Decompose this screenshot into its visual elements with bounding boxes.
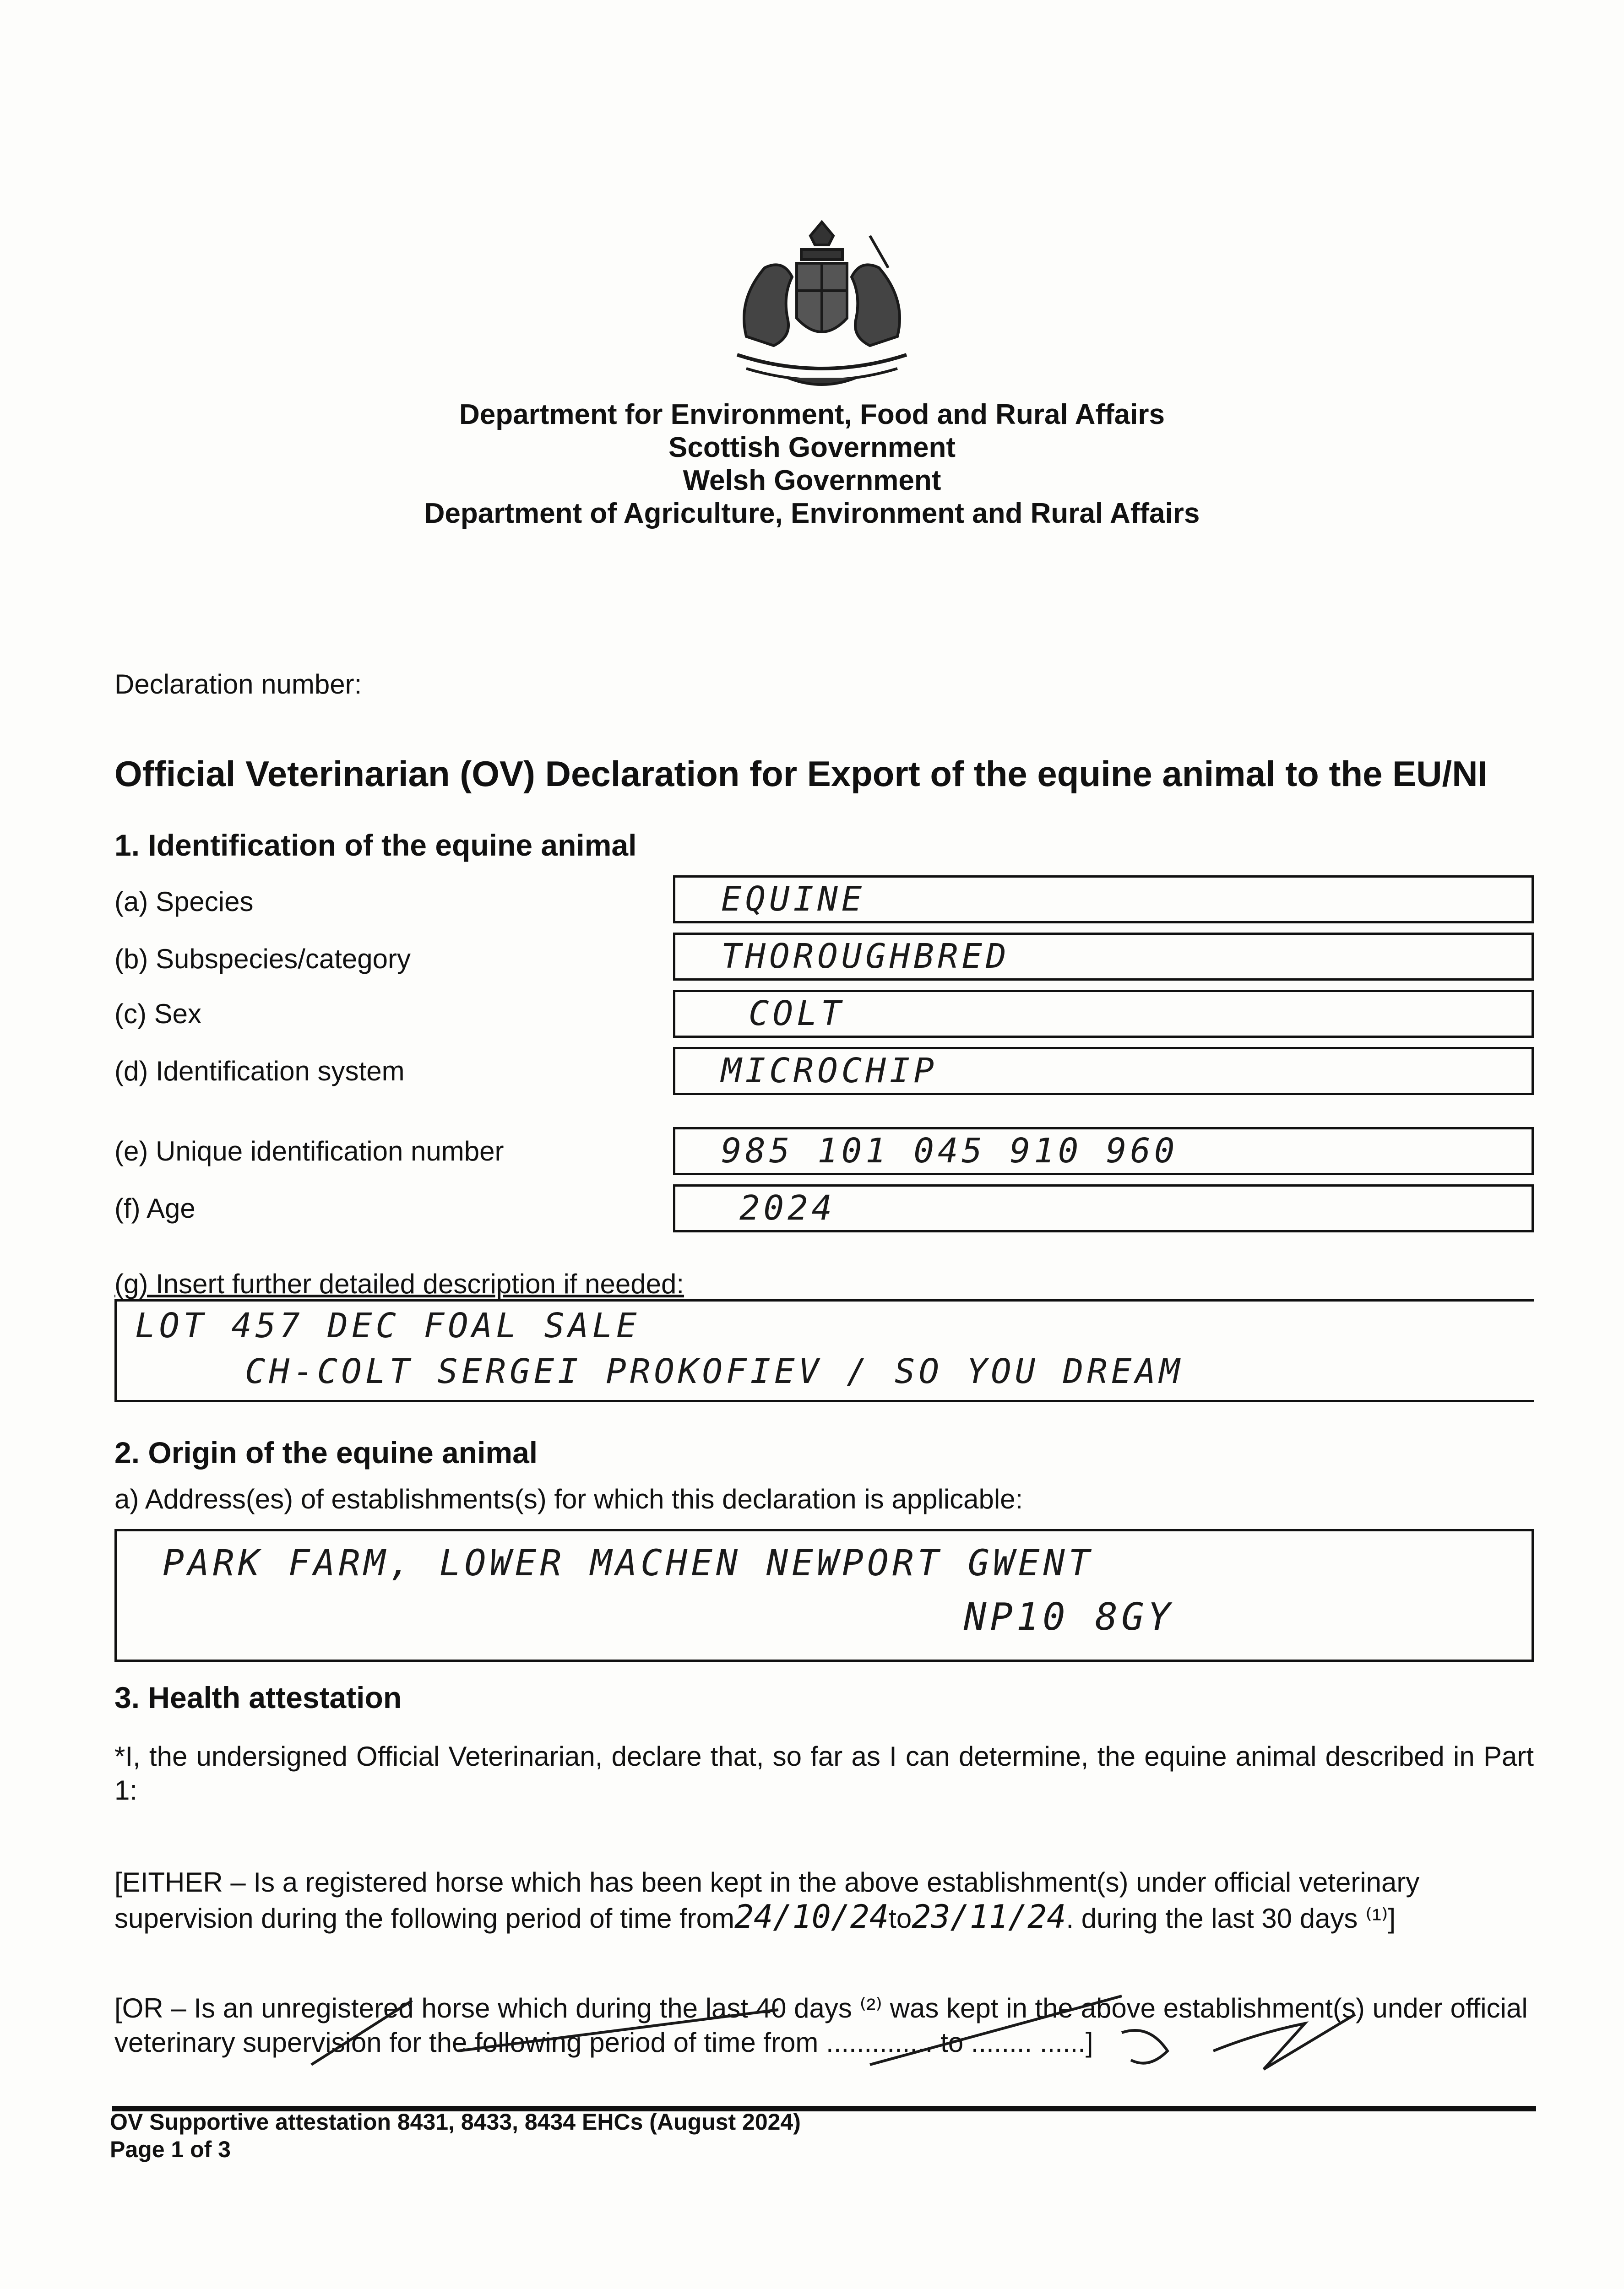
declaration-number-label: Declaration number: bbox=[114, 669, 362, 700]
subspecies-value: THOROUGHBRED bbox=[721, 937, 1010, 976]
section1-heading: 1. Identification of the equine animal bbox=[114, 828, 637, 862]
department-name-scottish-government: Scottish Government bbox=[668, 432, 956, 463]
unique-id-number-field[interactable] bbox=[673, 1127, 1534, 1175]
age-value: 2024 bbox=[739, 1188, 836, 1228]
section3-heading: 3. Health attestation bbox=[114, 1681, 402, 1714]
age-label: (f) Age bbox=[114, 1193, 196, 1224]
identification-system-value: MICROCHIP bbox=[721, 1051, 938, 1090]
species-value: EQUINE bbox=[721, 879, 866, 919]
department-name-defra: Department for Environment, Food and Rural Affairs bbox=[459, 399, 1165, 430]
either-to-date: 23/11/24 bbox=[912, 1898, 1066, 1936]
sex-field[interactable] bbox=[673, 990, 1534, 1038]
address-label: a) Address(es) of establishments(s) for which this declaration is applicable: bbox=[114, 1484, 1023, 1514]
unique-id-number-value: 985 101 045 910 960 bbox=[721, 1131, 1179, 1171]
subspecies-label: (b) Subspecies/category bbox=[114, 944, 411, 974]
either-clause-text-a: supervision during the following period of time from bbox=[114, 1903, 735, 1934]
either-clause-line-1: [EITHER – Is a registered horse which has been kept in the above establishment(s) under official veterinary bbox=[114, 1867, 1420, 1898]
identification-system-field[interactable] bbox=[673, 1047, 1534, 1095]
subspecies-field[interactable] bbox=[673, 933, 1534, 981]
strike-through-mark bbox=[275, 1982, 1419, 2074]
description-line-1: LOT 457 DEC FOAL SALE bbox=[135, 1306, 641, 1345]
document-title: Official Veterinarian (OV) Declaration for Export of the equine animal to the EU/NI bbox=[114, 754, 1488, 794]
footer-attestation-reference: OV Supportive attestation 8431, 8433, 8434 EHCs (August 2024) bbox=[110, 2109, 801, 2135]
department-name-welsh-government: Welsh Government bbox=[683, 465, 941, 496]
either-to-word: to bbox=[889, 1903, 912, 1934]
description-field[interactable] bbox=[114, 1299, 1534, 1402]
identification-system-label: (d) Identification system bbox=[114, 1056, 405, 1086]
sex-value: COLT bbox=[749, 994, 845, 1033]
either-clause-line-2 bbox=[114, 1900, 1396, 1936]
royal-coat-of-arms-icon bbox=[719, 217, 925, 396]
species-label: (a) Species bbox=[114, 886, 254, 917]
either-clause-text-b: . during the last 30 days ⁽¹⁾] bbox=[1066, 1903, 1396, 1934]
or-clause-line-1: [OR – Is an unregistered horse which during the last 40 days ⁽²⁾ was kept in the above establishment(s) under official bbox=[114, 1993, 1528, 2023]
sex-label: (c) Sex bbox=[114, 998, 202, 1029]
age-field[interactable] bbox=[673, 1184, 1534, 1232]
species-field[interactable] bbox=[673, 875, 1534, 923]
description-label: (g) Insert further detailed description if needed: bbox=[114, 1269, 684, 1299]
either-from-date: 24/10/24 bbox=[734, 1898, 889, 1936]
address-line-1: PARK FARM, LOWER MACHEN NEWPORT GWENT bbox=[163, 1543, 1094, 1584]
description-line-2: CH-COLT SERGEI PROKOFIEV / SO YOU DREAM bbox=[245, 1352, 1184, 1391]
department-name-daera: Department of Agriculture, Environment and Rural Affairs bbox=[424, 498, 1200, 529]
footer-page-number: Page 1 of 3 bbox=[110, 2137, 231, 2162]
health-attestation-intro: *I, the undersigned Official Veterinarian, declare that, so far as I can determine, the equine animal described in Part 1: bbox=[114, 1741, 1534, 1806]
address-field[interactable] bbox=[114, 1529, 1534, 1662]
address-line-2: NP10 8GY bbox=[964, 1595, 1174, 1639]
or-clause-line-2: veterinary supervision for the following period of time from .............. to ........ ......] bbox=[114, 2027, 1093, 2058]
unique-id-number-label: (e) Unique identification number bbox=[114, 1136, 504, 1166]
section2-heading: 2. Origin of the equine animal bbox=[114, 1436, 538, 1470]
